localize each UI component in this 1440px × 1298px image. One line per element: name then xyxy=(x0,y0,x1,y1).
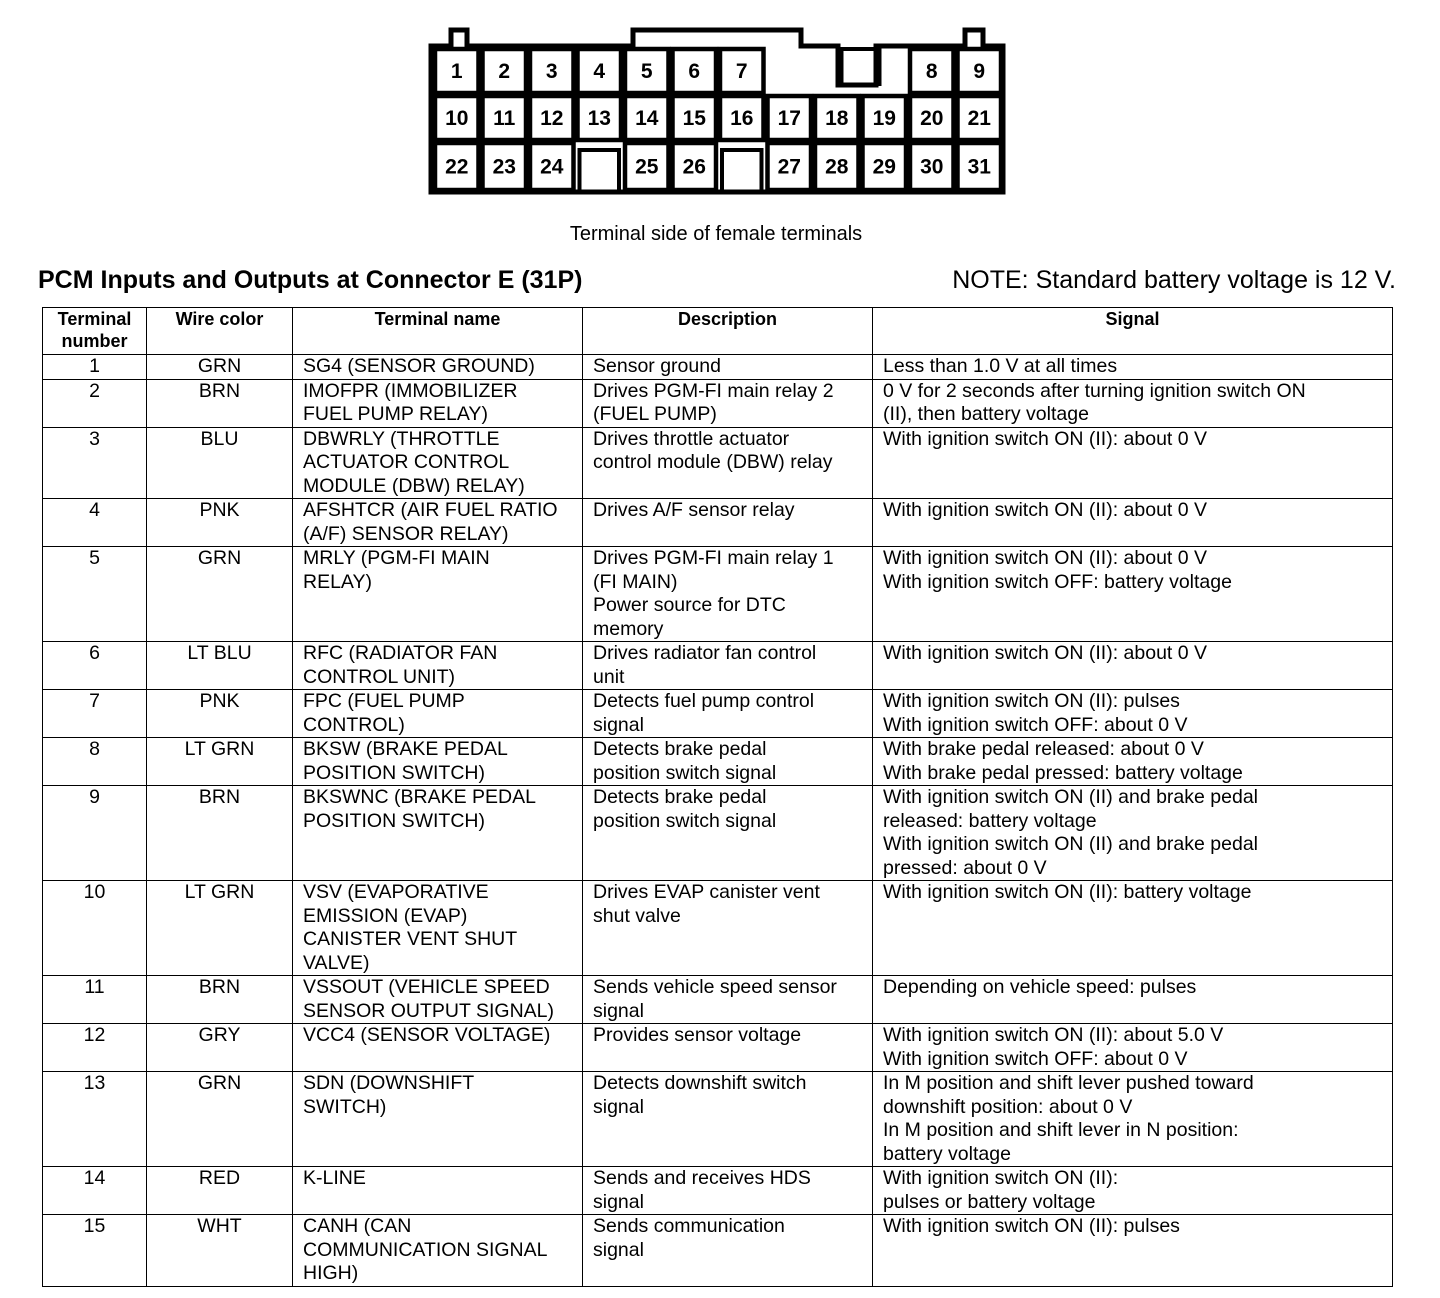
terminal-number-cell: 8 xyxy=(43,738,147,786)
pin-label-22: 22 xyxy=(445,155,469,179)
signal-line: In M position and shift lever in N position: xyxy=(883,1119,1239,1141)
signal-line: With ignition switch ON (II): about 0 V xyxy=(883,499,1208,521)
signal-cell xyxy=(873,427,1393,499)
pin-label-8: 8 xyxy=(925,60,938,83)
signal-cell xyxy=(873,355,1393,380)
signal-line: With ignition switch ON (II): about 0 V xyxy=(883,547,1208,569)
terminal-number-cell: 6 xyxy=(43,642,147,690)
description-cell xyxy=(583,690,873,738)
description-line: Power source for DTC xyxy=(593,594,786,616)
terminal-name-line: IMOFPR (IMMOBILIZER xyxy=(303,379,518,402)
wire-color-cell: LT BLU xyxy=(147,642,293,690)
signal-line: With brake pedal pressed: battery voltage xyxy=(883,761,1243,784)
table-row xyxy=(43,1215,1393,1287)
terminal-name-cell xyxy=(293,1072,583,1167)
table-header-row xyxy=(43,308,1393,355)
pin-label-13: 13 xyxy=(587,107,611,130)
terminal-name-cell xyxy=(293,355,583,380)
wire-color-cell: GRY xyxy=(147,1024,293,1072)
table-row xyxy=(43,976,1393,1024)
pin-label-24: 24 xyxy=(540,155,564,179)
description-line: Detects brake pedal xyxy=(593,786,767,808)
table-row xyxy=(43,547,1393,642)
description-line: signal xyxy=(593,1095,644,1118)
pin-label-16: 16 xyxy=(730,107,754,130)
pin-label-30: 30 xyxy=(920,155,944,179)
signal-cell xyxy=(873,1072,1393,1167)
key-notch-2 xyxy=(722,150,762,194)
description-line: Drives PGM-FI main relay 1 xyxy=(593,547,834,569)
description-line: Detects fuel pump control xyxy=(593,690,815,712)
table-row xyxy=(43,355,1393,380)
terminal-name-cell xyxy=(293,379,583,427)
terminal-name-line: VCC4 (SENSOR VOLTAGE) xyxy=(303,1024,551,1046)
terminal-number-cell: 1 xyxy=(43,355,147,380)
connector-caption: Terminal side of female terminals xyxy=(569,223,863,245)
wire-color-cell: RED xyxy=(147,1167,293,1215)
description-line: Sends communication xyxy=(593,1215,785,1237)
pin-label-5: 5 xyxy=(640,60,653,83)
signal-line: With ignition switch ON (II): xyxy=(883,1167,1119,1189)
description-line: Sensor ground xyxy=(593,355,721,377)
table-row xyxy=(43,881,1393,976)
pin-label-23: 23 xyxy=(492,155,516,179)
terminal-name-line: COMMUNICATION SIGNAL xyxy=(303,1238,548,1261)
terminal-name-line: VSSOUT (VEHICLE SPEED xyxy=(303,976,550,998)
signal-cell xyxy=(873,499,1393,547)
description-cell xyxy=(583,881,873,976)
connector-diagram xyxy=(0,0,1440,215)
signal-line: With ignition switch OFF: battery voltage xyxy=(883,570,1232,593)
pin-label-11: 11 xyxy=(493,107,516,130)
terminal-name-cell xyxy=(293,499,583,547)
signal-line: In M position and shift lever pushed toward xyxy=(883,1072,1254,1094)
signal-line: With ignition switch OFF: about 0 V xyxy=(883,1047,1188,1070)
description-line: unit xyxy=(593,665,625,688)
table-row xyxy=(43,738,1393,786)
terminal-name-line: RELAY) xyxy=(303,570,372,593)
signal-cell xyxy=(873,976,1393,1024)
terminal-name-line: BKSWNC (BRAKE PEDAL xyxy=(303,786,536,808)
signal-line: With ignition switch ON (II) and brake pedal xyxy=(883,833,1258,855)
terminal-name-cell xyxy=(293,1215,583,1287)
pin-label-7: 7 xyxy=(735,60,748,83)
table-row xyxy=(43,379,1393,427)
terminal-name-line: ACTUATOR CONTROL xyxy=(303,451,510,473)
terminal-name-line: FPC (FUEL PUMP xyxy=(303,690,465,712)
pin-label-28: 28 xyxy=(825,155,849,179)
signal-line: With ignition switch ON (II): battery voltage xyxy=(883,881,1252,903)
table-row xyxy=(43,1024,1393,1072)
signal-cell xyxy=(873,738,1393,786)
wire-color-cell: GRN xyxy=(147,547,293,642)
terminal-number-cell: 15 xyxy=(43,1215,147,1287)
terminal-number-cell: 3 xyxy=(43,427,147,499)
description-cell xyxy=(583,738,873,786)
pin-label-20: 20 xyxy=(920,107,944,130)
terminal-name-line: FUEL PUMP RELAY) xyxy=(303,403,488,425)
wire-color-cell: GRN xyxy=(147,355,293,380)
terminal-name-cell xyxy=(293,1167,583,1215)
description-line: Drives throttle actuator xyxy=(593,427,790,450)
signal-line: With brake pedal released: about 0 V xyxy=(883,738,1204,760)
signal-line: With ignition switch ON (II): pulses xyxy=(883,690,1180,712)
header-signal: Signal xyxy=(873,308,1393,355)
description-cell xyxy=(583,427,873,499)
pin-label-2: 2 xyxy=(498,60,511,83)
pin-label-9: 9 xyxy=(973,60,986,83)
signal-line: With ignition switch ON (II): about 0 V xyxy=(883,427,1208,450)
description-line: signal xyxy=(593,1238,644,1261)
description-line: (FUEL PUMP) xyxy=(593,403,717,425)
signal-line: With ignition switch ON (II): pulses xyxy=(883,1215,1180,1237)
pin-label-18: 18 xyxy=(825,107,849,130)
terminal-name-line: CONTROL UNIT) xyxy=(303,665,456,688)
terminal-name-line: DBWRLY (THROTTLE xyxy=(303,427,500,450)
terminal-name-cell xyxy=(293,690,583,738)
signal-line: battery voltage xyxy=(883,1142,1011,1165)
terminal-number-cell: 4 xyxy=(43,499,147,547)
description-line: Drives EVAP canister vent xyxy=(593,881,820,903)
description-line: Sends vehicle speed sensor xyxy=(593,976,837,998)
description-cell xyxy=(583,1167,873,1215)
terminal-name-line: K-LINE xyxy=(303,1167,366,1189)
signal-cell xyxy=(873,547,1393,642)
terminal-name-line: SDN (DOWNSHIFT xyxy=(303,1072,475,1094)
table-row xyxy=(43,1072,1393,1167)
wire-color-cell: BRN xyxy=(147,379,293,427)
description-line: Sends and receives HDS xyxy=(593,1167,811,1189)
table-row xyxy=(43,642,1393,690)
signal-cell xyxy=(873,1167,1393,1215)
signal-line: (II), then battery voltage xyxy=(883,403,1089,425)
terminal-name-line: SWITCH) xyxy=(303,1095,387,1118)
signal-cell xyxy=(873,1024,1393,1072)
signal-line: released: battery voltage xyxy=(883,809,1097,832)
description-line: position switch signal xyxy=(593,809,777,832)
description-line: signal xyxy=(593,999,644,1022)
description-line: Drives A/F sensor relay xyxy=(593,499,795,521)
signal-line: pulses or battery voltage xyxy=(883,1190,1096,1213)
page-title: PCM Inputs and Outputs at Connector E (31P) xyxy=(38,266,583,294)
header-wire-color: Wire color xyxy=(147,308,293,355)
description-line: (FI MAIN) xyxy=(593,570,678,593)
terminal-number-cell: 13 xyxy=(43,1072,147,1167)
pin-label-27: 27 xyxy=(777,155,801,179)
terminal-number-cell: 5 xyxy=(43,547,147,642)
terminal-name-cell xyxy=(293,976,583,1024)
pin-label-1: 1 xyxy=(450,60,463,83)
description-line: position switch signal xyxy=(593,761,777,784)
wire-color-cell: PNK xyxy=(147,499,293,547)
pin-label-14: 14 xyxy=(635,107,659,130)
pin-label-19: 19 xyxy=(872,107,896,130)
terminal-number-cell: 2 xyxy=(43,379,147,427)
terminal-name-cell xyxy=(293,738,583,786)
pin-label-26: 26 xyxy=(682,155,706,179)
pcm-terminal-table xyxy=(42,307,1393,1287)
signal-line: pressed: about 0 V xyxy=(883,856,1047,879)
description-line: signal xyxy=(593,713,644,736)
terminal-name-line: HIGH) xyxy=(303,1262,359,1284)
terminal-name-cell xyxy=(293,881,583,976)
terminal-name-line: CANH (CAN xyxy=(303,1215,412,1237)
terminal-name-cell xyxy=(293,786,583,881)
table-row xyxy=(43,427,1393,499)
signal-cell xyxy=(873,379,1393,427)
table-row xyxy=(43,786,1393,881)
signal-cell xyxy=(873,690,1393,738)
terminal-number-cell: 11 xyxy=(43,976,147,1024)
pin-label-17: 17 xyxy=(777,107,801,130)
description-line: control module (DBW) relay xyxy=(593,451,833,473)
signal-cell xyxy=(873,642,1393,690)
terminal-number-cell: 10 xyxy=(43,881,147,976)
signal-line: With ignition switch ON (II): about 5.0 V xyxy=(883,1024,1224,1046)
signal-line: Depending on vehicle speed: pulses xyxy=(883,976,1197,998)
signal-line: 0 V for 2 seconds after turning ignition switch ON xyxy=(883,379,1306,402)
terminal-name-cell xyxy=(293,1024,583,1072)
description-line: memory xyxy=(593,617,664,640)
description-cell xyxy=(583,379,873,427)
wire-color-cell: BLU xyxy=(147,427,293,499)
wire-color-cell: BRN xyxy=(147,786,293,881)
signal-line: With ignition switch ON (II) and brake pedal xyxy=(883,786,1258,808)
signal-line: Less than 1.0 V at all times xyxy=(883,355,1118,377)
pin-label-31: 31 xyxy=(967,155,991,179)
terminal-name-line: MRLY (PGM-FI MAIN xyxy=(303,547,490,569)
description-line: signal xyxy=(593,1190,644,1213)
terminal-number-cell: 7 xyxy=(43,690,147,738)
description-cell xyxy=(583,547,873,642)
terminal-name-line: RFC (RADIATOR FAN xyxy=(303,642,498,664)
terminal-name-line: SG4 (SENSOR GROUND) xyxy=(303,355,535,377)
terminal-name-line: MODULE (DBW) RELAY) xyxy=(303,474,525,497)
description-cell xyxy=(583,499,873,547)
terminal-name-line: POSITION SWITCH) xyxy=(303,809,485,832)
signal-cell xyxy=(873,1215,1393,1287)
description-line: Detects downshift switch xyxy=(593,1072,807,1094)
wire-color-cell: GRN xyxy=(147,1072,293,1167)
header-terminal-name: Terminal name xyxy=(293,308,583,355)
signal-line: With ignition switch OFF: about 0 V xyxy=(883,713,1188,736)
wire-color-cell: LT GRN xyxy=(147,738,293,786)
terminal-name-line: CONTROL) xyxy=(303,713,405,736)
terminal-name-line: BKSW (BRAKE PEDAL xyxy=(303,738,508,760)
description-cell xyxy=(583,1215,873,1287)
description-cell xyxy=(583,976,873,1024)
pin-label-10: 10 xyxy=(445,107,469,130)
pin-label-3: 3 xyxy=(545,60,558,83)
terminal-number-cell: 12 xyxy=(43,1024,147,1072)
wire-color-cell: WHT xyxy=(147,1215,293,1287)
description-cell xyxy=(583,355,873,380)
terminal-name-line: SENSOR OUTPUT SIGNAL) xyxy=(303,999,555,1022)
wire-color-cell: BRN xyxy=(147,976,293,1024)
pin-label-12: 12 xyxy=(540,107,564,130)
description-line: shut valve xyxy=(593,904,681,927)
wire-color-cell: LT GRN xyxy=(147,881,293,976)
table-row xyxy=(43,499,1393,547)
signal-cell xyxy=(873,881,1393,976)
key-notch-1 xyxy=(580,150,620,194)
table-row xyxy=(43,690,1393,738)
battery-voltage-note: NOTE: Standard battery voltage is 12 V. xyxy=(952,266,1396,294)
pin-label-21: 21 xyxy=(967,107,991,130)
terminal-name-line: (A/F) SENSOR RELAY) xyxy=(303,522,509,545)
pin-label-15: 15 xyxy=(682,107,706,130)
terminal-number-cell: 9 xyxy=(43,786,147,881)
description-line: Drives PGM-FI main relay 2 xyxy=(593,379,834,402)
signal-line: With ignition switch ON (II): about 0 V xyxy=(883,642,1208,664)
signal-cell xyxy=(873,786,1393,881)
pin-label-4: 4 xyxy=(593,60,606,83)
description-line: Provides sensor voltage xyxy=(593,1024,802,1046)
terminal-name-cell xyxy=(293,547,583,642)
terminal-name-line: EMISSION (EVAP) xyxy=(303,904,468,927)
pin-label-25: 25 xyxy=(635,155,659,179)
terminal-name-cell xyxy=(293,642,583,690)
terminal-name-line: VSV (EVAPORATIVE xyxy=(303,881,489,903)
terminal-name-line: CANISTER VENT SHUT xyxy=(303,928,518,950)
description-cell xyxy=(583,786,873,881)
terminal-name-line: AFSHTCR (AIR FUEL RATIO xyxy=(303,499,558,521)
table-row xyxy=(43,1167,1393,1215)
description-line: Detects brake pedal xyxy=(593,738,767,760)
wire-color-cell: PNK xyxy=(147,690,293,738)
terminal-number-cell: 14 xyxy=(43,1167,147,1215)
description-cell xyxy=(583,642,873,690)
description-cell xyxy=(583,1024,873,1072)
header-description: Description xyxy=(583,308,873,355)
terminal-name-line: POSITION SWITCH) xyxy=(303,761,485,784)
pin-label-6: 6 xyxy=(688,60,701,83)
description-line: Drives radiator fan control xyxy=(593,642,817,664)
pin-label-29: 29 xyxy=(872,155,896,179)
terminal-name-cell xyxy=(293,427,583,499)
description-cell xyxy=(583,1072,873,1167)
terminal-name-line: VALVE) xyxy=(303,951,370,974)
header-terminal-number: Terminal number xyxy=(43,308,147,355)
signal-line: downshift position: about 0 V xyxy=(883,1095,1133,1118)
